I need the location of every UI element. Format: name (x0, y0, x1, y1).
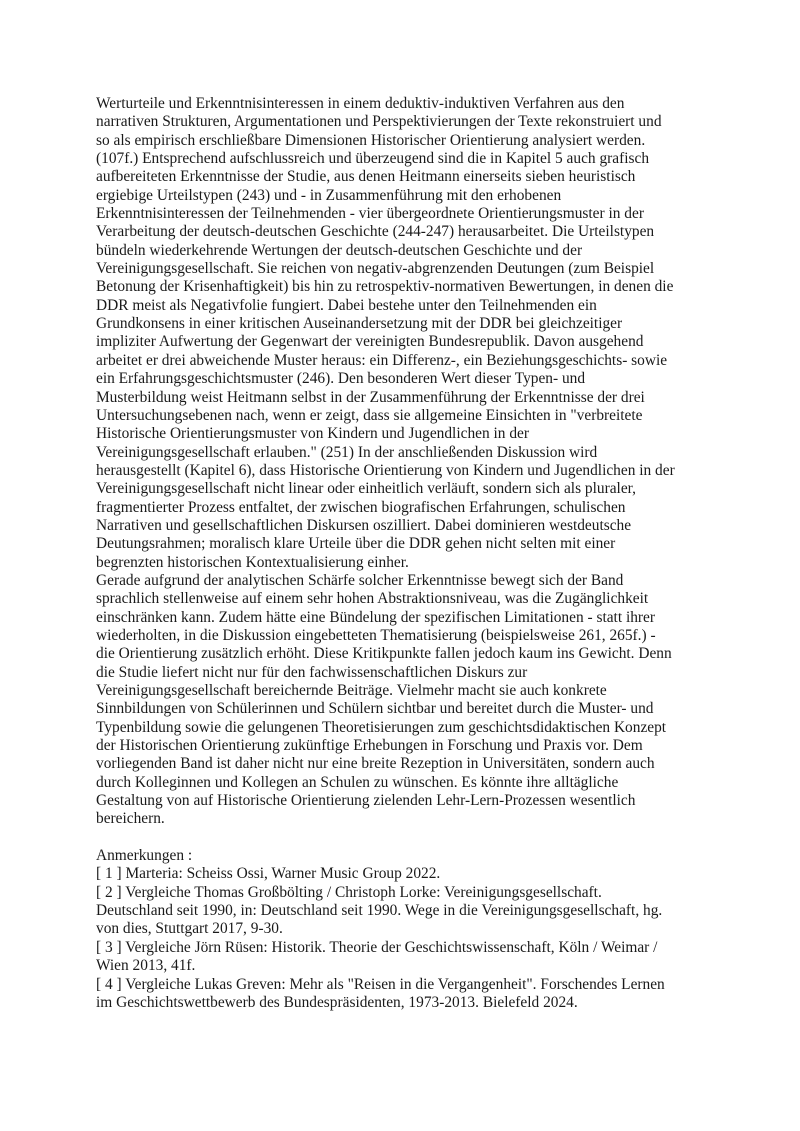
section-spacer (96, 829, 716, 847)
footnote-4: [ 4 ] Vergleiche Lukas Greven: Mehr als "Reisen in die Vergangenheit". Forschendes Lernen im Geschichtswettbewerb des Bundespräsidenten, 1973-2013. Bielefeld 2024. (96, 975, 665, 1011)
footnote-1: [ 1 ] Marteria: Scheiss Ossi, Warner Music Group 2022. (96, 865, 441, 883)
body-paragraph-2: Gerade aufgrund der analytischen Schärfe solcher Erkenntnisse bewegt sich der Band sprachlich stellenweise auf einem sehr hohen Abstraktionsniveau, was die Zugänglichkeit einschränken kann. Zudem hätte eine Bündelung der spezifischen Limitationen - statt ihrer wiederholten, in die Diskussion eingebetteten Thematisierung (beispielsweise 261, 265f.) - die Orientierung zusätzlich erhöht. Diese Kritikpunkte fallen jedoch kaum ins Gewicht. Denn die Studie liefert nicht nur für den fachwissenschaftlichen Diskurs zur Vereinigungsgesellschaft bereichernde Beiträge. Vielmehr macht sie auch konkrete Sinnbildungen von Schülerinnen und Schülern sichtbar und bereitet durch die Muster- und Typenbildung sowie die gelungenen Theoretisierungen zum geschichtsdidaktischen Konzept der Historischen Orientierung zukünftige Erhebungen in Forschung und Praxis vor. Dem vorliegenden Band ist daher nicht nur eine breite Rezeption in Universitäten, sondern auch durch Kolleginnen und Kollegen an Schulen zu wünschen. Es könnte ihre alltägliche Gestaltung von auf Historische Orientierung zielenden Lehr-Lern-Prozessen wesentlich bereichern. (96, 571, 672, 828)
document-page (96, 95, 716, 1012)
footnote-3: [ 3 ] Vergleiche Jörn Rüsen: Historik. Theorie der Geschichtswissenschaft, Köln / Weimar / Wien 2013, 41f. (96, 938, 658, 975)
notes-heading: Anmerkungen : (96, 847, 193, 865)
footnote-2: [ 2 ] Vergleiche Thomas Großbölting / Christoph Lorke: Vereinigungsgesellschaft. Deutschland seit 1990, in: Deutschland seit 1990. Wege in die Vereinigungsgesellschaft, hg. von dies, Stuttgart 2017, 9-30. (96, 883, 663, 938)
body-paragraph-1: Werturteile und Erkenntnisinteressen in einem deduktiv-induktiven Verfahren aus den narrativen Strukturen, Argumentationen und Perspektivierungen der Texte rekonstruiert und so als empirisch erschließbare Dimensionen Historischer Orientierung analysiert werden. (107f.) Entsprechend aufschlussreich und überzeugend sind die in Kapitel 5 auch grafisch aufbereiteten Erkenntnisse der Studie, aus denen Heitmann einerseits sieben heuristisch ergiebige Urteilstypen (243) und - in Zusammenführung mit den erhobenen Erkenntnisinteressen der Teilnehmenden - vier übergeordnete Orientierungsmuster in der Verarbeitung der deutsch-deutschen Geschichte (244-247) herausarbeitet. Die Urteilstypen bündeln wiederkehrende Wertungen der deutsch-deutschen Geschichte und der Vereinigungsgesellschaft. Sie reichen von negativ-abgrenzenden Deutungen (zum Beispiel Betonung der Krisenhaftigkeit) bis hin zu retrospektiv-normativen Bewertungen, in denen die DDR meist als Negativfolie fungiert. Dabei bestehe unter den Teilnehmenden ein Grundkonsens in einer kritischen Auseinandersetzung mit der DDR bei gleichzeitiger impliziter Aufwertung der Gegenwart der vereinigten Bundesrepublik. Davon ausgehend arbeitet er drei abweichende Muster heraus: ein Differenz-, ein Beziehungsgeschichts- sowie ein Erfahrungsgeschichtsmuster (246). Den besonderen Wert dieser Typen- und Musterbildung weist Heitmann selbst in der Zusammenführung der Erkenntnisse der drei Untersuchungsebenen nach, wenn er zeigt, dass sie allgemeine Einsichten in "verbreitete Historische Orientierungsmuster von Kindern und Jugendlichen in der Vereinigungsgesellschaft erlauben." (251) In der anschließenden Diskussion wird herausgestellt (Kapitel 6), dass Historische Orientierung von Kindern und Jugendlichen in der Vereinigungsgesellschaft nicht linear oder einheitlich verläuft, sondern sich als pluraler, fragmentierter Prozess entfaltet, der zwischen biografischen Erfahrungen, schulischen Narrativen und gesellschaftlichen Diskursen oszilliert. Dabei dominieren westdeutsche Deutungsrahmen; moralisch klare Urteile über die DDR gehen nicht selten mit einer begrenzten historischen Kontextualisierung einher. (96, 95, 675, 571)
